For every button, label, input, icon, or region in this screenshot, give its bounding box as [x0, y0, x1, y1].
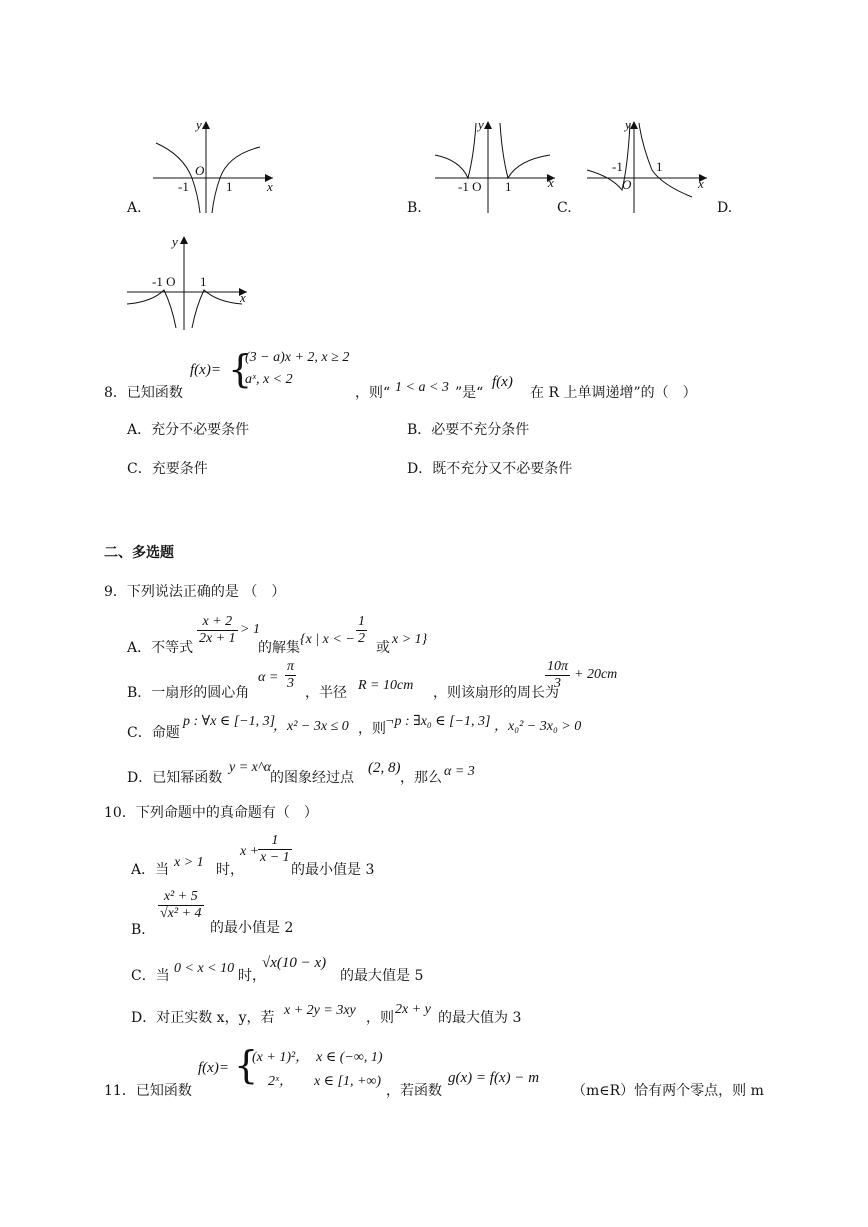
q9-b-aden: 3	[287, 676, 294, 691]
graph-d-x: x	[240, 290, 246, 305]
q10-d-prefix[interactable]: D．对正实数 x，y，若	[131, 1010, 275, 1026]
graph-b-p1: 1	[505, 179, 512, 194]
q10-d-mid: ，则	[366, 1010, 394, 1026]
q8-option-b[interactable]: B．必要不充分条件	[407, 422, 530, 438]
graph-c-m1: -1	[612, 159, 623, 174]
graph-a-m1: -1	[178, 179, 189, 194]
q9-a-set1: {x | x < −	[300, 632, 355, 647]
q8-text-c: 在 R 上单调递增”的（ ）	[530, 385, 697, 401]
q10-b-prefix[interactable]: B．	[131, 922, 156, 938]
q7-option-c[interactable]: C.	[557, 200, 572, 216]
q9-b-r: R = 10cm	[358, 678, 414, 693]
q9-a-den: 2x + 1	[199, 631, 236, 646]
q9-a-fraction	[197, 614, 238, 647]
graph-c-o: O	[622, 177, 632, 192]
q9-c-then: ，则	[358, 721, 386, 737]
graph-c	[582, 115, 712, 215]
q9-c-cond2: ，x₀² − 3x₀ > 0	[494, 719, 582, 734]
q8-case2: aˣ, x < 2	[245, 372, 293, 387]
q10-c-cond: 0 < x < 10	[174, 961, 235, 976]
q9-b-perimeter	[545, 659, 570, 692]
q10-a-den: x − 1	[260, 850, 290, 865]
q11-fx: f(x)=	[198, 1060, 229, 1076]
q10-b-num: x² + 5	[158, 889, 204, 906]
q8-brace: {	[228, 347, 253, 391]
q9-c-p: p : ∀x ∈ [−1, 3]	[183, 714, 276, 729]
q11-stem: 11．已知函数	[104, 1083, 192, 1099]
q8-option-c[interactable]: C．充要条件	[127, 461, 208, 477]
q8-cond: 1 < a < 3	[395, 380, 449, 395]
q9-d-val: α = 3	[444, 764, 475, 779]
q9-b-anum: π	[287, 659, 295, 674]
q10-b-fraction	[158, 889, 204, 922]
q9-c-np: ¬p : ∃x₀ ∈ [−1, 3]	[385, 714, 491, 729]
q8-fx: f(x)=	[190, 362, 221, 378]
q9-d-end: ，那么	[400, 770, 442, 786]
q9-d-prefix[interactable]: D．已知幂函数	[127, 770, 223, 786]
graph-b-x: x	[548, 175, 554, 190]
q11-mid: ，若函数	[386, 1083, 442, 1099]
q9-stem: 9．下列说法正确的是 （ ）	[104, 584, 286, 600]
graph-b	[430, 115, 560, 215]
q8-option-d[interactable]: D．既不充分又不必要条件	[407, 461, 573, 477]
q9-b-pnum: 10π	[547, 659, 569, 674]
q9-a-half	[356, 614, 367, 647]
q10-stem: 10．下列命题中的真命题有（ ）	[104, 805, 318, 821]
q10-b-den: √x² + 4	[160, 906, 202, 921]
q7-option-b[interactable]: B.	[407, 200, 422, 216]
q9-b-mid2: ，则该扇形的周长为	[433, 685, 559, 701]
q9-b-alpha: α =	[258, 670, 279, 685]
q10-a-num: 1	[258, 833, 292, 850]
graph-a-o: O	[195, 163, 205, 178]
q10-c-expr: √x(10 − x)	[262, 955, 327, 971]
graph-d-p1: 1	[200, 274, 207, 289]
q8-option-a[interactable]: A．充分不必要条件	[127, 422, 250, 438]
q9-a-or: 或	[376, 640, 390, 656]
q11-brace: {	[234, 1043, 259, 1087]
q10-c-when: 时，	[238, 968, 266, 984]
q9-a-fnum: 1	[358, 614, 365, 629]
graph-a-p1: 1	[226, 179, 233, 194]
q10-d-expr: 2x + y	[395, 1002, 431, 1017]
q11-case2: 2ˣ， x ∈ [1, +∞)	[268, 1074, 382, 1089]
section-title: 二、多选题	[104, 545, 174, 561]
graph-a-y: y	[196, 117, 202, 132]
q9-a-prefix[interactable]: A．不等式	[127, 640, 194, 656]
graph-c-p1: 1	[656, 159, 663, 174]
q9-b-mid: ，半径	[305, 685, 347, 701]
q10-c-prefix[interactable]: C．当	[131, 968, 170, 984]
q10-a-end: 的最小值是 3	[291, 862, 375, 878]
q9-c-cond: ，x² − 3x ≤ 0	[273, 719, 349, 734]
q9-a-num: x + 2	[197, 614, 238, 631]
q10-d-cond: x + 2y = 3xy	[284, 1003, 356, 1018]
graph-b-m1o: -1 O	[458, 179, 482, 194]
q7-option-a[interactable]: A.	[127, 200, 142, 216]
q9-a-mid: 的解集	[258, 640, 300, 656]
graph-c-y: y	[625, 117, 631, 132]
q9-a-set2: x > 1}	[392, 632, 428, 647]
q11-tail: （m∈R）恰有两个零点，则 m	[572, 1083, 764, 1099]
q7-option-d[interactable]: D.	[717, 200, 733, 216]
graph-a	[148, 115, 278, 215]
q8-stem: 8．已知函数	[104, 385, 183, 401]
q11-case1: (x + 1)²， x ∈ (−∞, 1)	[252, 1050, 383, 1065]
q9-a-gt: > 1	[240, 622, 260, 637]
q8-fx2: f(x)	[492, 374, 513, 390]
graph-a-x: x	[267, 179, 273, 194]
q10-b-end: 的最小值是 2	[210, 920, 294, 936]
graph-d	[122, 232, 252, 332]
q9-d-mid: 的图象经过点	[270, 770, 354, 786]
q9-d-func: y = x^α	[229, 760, 272, 775]
q10-a-when: 时，	[216, 862, 244, 878]
graph-c-x: x	[698, 176, 704, 191]
q9-b-pden: 3	[554, 676, 561, 691]
graph-d-m1o: -1 O	[152, 274, 176, 289]
q10-d-end: 的最大值为 3	[438, 1010, 522, 1026]
q10-a-cond: x > 1	[174, 855, 204, 870]
q11-g: g(x) = f(x) − m	[448, 1070, 540, 1086]
q9-d-pt: (2, 8)	[368, 760, 401, 776]
q9-b-end: + 20cm	[574, 667, 618, 682]
q8-case1: (3 − a)x + 2, x ≥ 2	[245, 350, 350, 365]
q8-text-b: ”是“	[455, 385, 484, 401]
q10-a-x: x +	[240, 844, 260, 859]
q10-c-end: 的最大值是 5	[340, 968, 424, 984]
graph-b-y: y	[478, 117, 484, 132]
q9-b-prefix[interactable]: B．一扇形的圆心角	[127, 685, 250, 701]
q9-b-angle	[285, 659, 296, 692]
q8-text-a: ，则“	[355, 385, 391, 401]
q10-a-fraction	[258, 833, 292, 866]
graph-d-y: y	[172, 234, 178, 249]
q9-a-fden: 2	[358, 631, 365, 646]
q9-c-prefix[interactable]: C．命题	[127, 725, 180, 741]
q10-a-prefix[interactable]: A．当	[131, 862, 170, 878]
